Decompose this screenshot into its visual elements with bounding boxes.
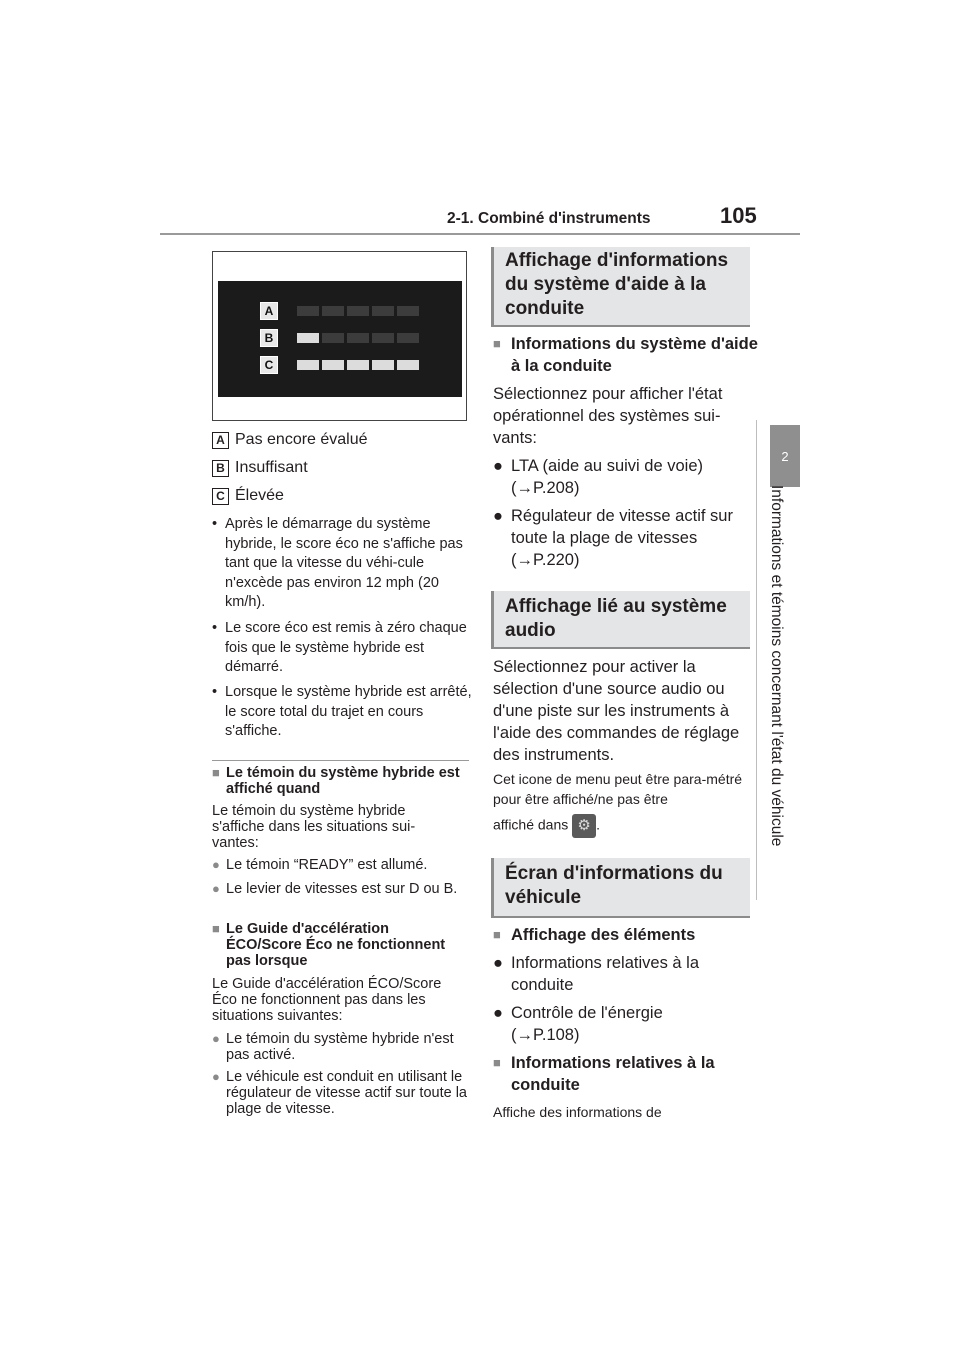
paragraph: Le Guide d'accélération ÉCO/Score Éco ne fonctionnent pas dans les situations suivantes: bbox=[212, 976, 442, 1024]
list-item: ● Le témoin “READY” est allumé. bbox=[212, 857, 428, 873]
gear-icon: ⚙ bbox=[572, 814, 596, 838]
note-item: • Après le démarrage du système hybride, le score éco ne s'affiche pas tant que la vitesse du véhi-cule n'excède pas environ 12 mph (20 km/h). bbox=[212, 516, 463, 610]
chapter-title: Informations et témoins concernant l'état du véhicule bbox=[768, 485, 785, 847]
circle-bullet-icon: ● bbox=[212, 857, 220, 872]
score-segment bbox=[372, 333, 394, 343]
list-item: ● Régulateur de vitesse actif sur toute la plage de vitesses (→P.220) bbox=[493, 507, 733, 569]
legend-text: Insuffisant bbox=[235, 459, 308, 476]
filled-dot-icon: ● bbox=[493, 507, 503, 525]
small-note: affiché dans ⚙ . bbox=[493, 814, 751, 838]
list-item: ● Le véhicule est conduit en utilisant le régulateur de vitesse actif sur toute la plage de vitesse. bbox=[212, 1069, 467, 1117]
paragraph: Le témoin du système hybride s'affiche dans les situations sui-vantes: bbox=[212, 803, 416, 851]
score-segment bbox=[397, 360, 419, 370]
score-segment bbox=[322, 360, 344, 370]
score-segment bbox=[347, 333, 369, 343]
score-segment bbox=[347, 306, 369, 316]
section-heading-box: Écran d'informations du véhicule bbox=[491, 858, 750, 918]
legend-item bbox=[212, 487, 284, 505]
circle-bullet-icon: ● bbox=[212, 1069, 220, 1084]
legend-text: Élevée bbox=[235, 487, 284, 504]
bullet-dot-icon: • bbox=[212, 684, 218, 700]
square-bullet-icon: ■ bbox=[493, 1055, 501, 1070]
score-segment bbox=[372, 360, 394, 370]
bullet-dot-icon: • bbox=[212, 516, 218, 532]
section-heading-box: Affichage d'informations du système d'aide à la conduite bbox=[491, 247, 750, 327]
score-segment bbox=[347, 360, 369, 370]
bullet-dot-icon: • bbox=[212, 620, 218, 636]
score-segment bbox=[322, 333, 344, 343]
score-segment bbox=[397, 306, 419, 316]
score-segment bbox=[397, 333, 419, 343]
square-bullet-icon: ■ bbox=[212, 921, 220, 936]
subsection-title: ■ Informations relatives à la conduite bbox=[493, 1054, 715, 1094]
legend-badge: C bbox=[212, 488, 229, 505]
filled-dot-icon: ● bbox=[493, 1004, 503, 1022]
score-segment bbox=[297, 333, 319, 343]
legend-badge: B bbox=[212, 460, 229, 477]
row-marker-a: A bbox=[260, 302, 278, 320]
paragraph: Sélectionnez pour activer la sélection d'une source audio ou d'une piste sur les instruments à l'aide des commandes de réglage des instruments. bbox=[493, 658, 740, 764]
row-marker-c: C bbox=[260, 356, 278, 374]
subsection-title: ■ Informations du système d'aide à la conduite bbox=[493, 335, 758, 375]
circle-bullet-icon: ● bbox=[212, 881, 220, 896]
row-marker-b: B bbox=[260, 329, 278, 347]
legend-text: Pas encore évalué bbox=[235, 431, 368, 448]
subsection-title: ■ Le Guide d'accélération ÉCO/Score Éco ne fonctionnent pas lorsque bbox=[212, 921, 446, 969]
subsection-title: ■ Affichage des éléments bbox=[493, 926, 696, 944]
circle-bullet-icon: ● bbox=[212, 1031, 220, 1046]
score-segment bbox=[297, 360, 319, 370]
note-item: • Lorsque le système hybride est arrêté, le score total du trajet en cours s'affiche. bbox=[212, 684, 472, 739]
divider bbox=[212, 760, 469, 761]
paragraph: Affiche des informations de bbox=[493, 1104, 662, 1120]
section-heading-box: Affichage lié au système audio bbox=[491, 591, 750, 649]
list-item: ● Informations relatives à la conduite bbox=[493, 954, 700, 994]
list-item: ● LTA (aide au suivi de voie) (→P.208) bbox=[493, 457, 703, 497]
square-bullet-icon: ■ bbox=[212, 765, 220, 780]
header-rule bbox=[160, 233, 800, 235]
list-item: ● Contrôle de l'énergie (→P.108) bbox=[493, 1004, 663, 1044]
legend-badge: A bbox=[212, 432, 229, 449]
note-item: • Le score éco est remis à zéro chaque fois que le système hybride est démarré. bbox=[212, 620, 467, 675]
list-item: ● Le témoin du système hybride n'est pas activé. bbox=[212, 1031, 454, 1063]
score-segment bbox=[372, 306, 394, 316]
filled-dot-icon: ● bbox=[493, 457, 503, 475]
legend-item bbox=[212, 431, 368, 449]
subsection-title: ■ Le témoin du système hybride est affiché quand bbox=[212, 765, 460, 797]
side-divider bbox=[756, 420, 757, 900]
list-item: ● Le levier de vitesses est sur D ou B. bbox=[212, 881, 458, 897]
square-bullet-icon: ■ bbox=[493, 927, 501, 942]
square-bullet-icon: ■ bbox=[493, 336, 501, 351]
small-note: Cet icone de menu peut être para-métré pour être affiché/ne pas être bbox=[493, 771, 743, 807]
legend-item bbox=[212, 459, 308, 477]
filled-dot-icon: ● bbox=[493, 954, 503, 972]
score-segment bbox=[297, 306, 319, 316]
chapter-tab: 2 bbox=[770, 425, 800, 487]
paragraph: Sélectionnez pour afficher l'état opérationnel des systèmes sui-vants: bbox=[493, 385, 723, 447]
section-title: 2-1. Combiné d'instruments bbox=[447, 210, 651, 227]
page-number: 105 bbox=[720, 203, 757, 228]
score-segment bbox=[322, 306, 344, 316]
